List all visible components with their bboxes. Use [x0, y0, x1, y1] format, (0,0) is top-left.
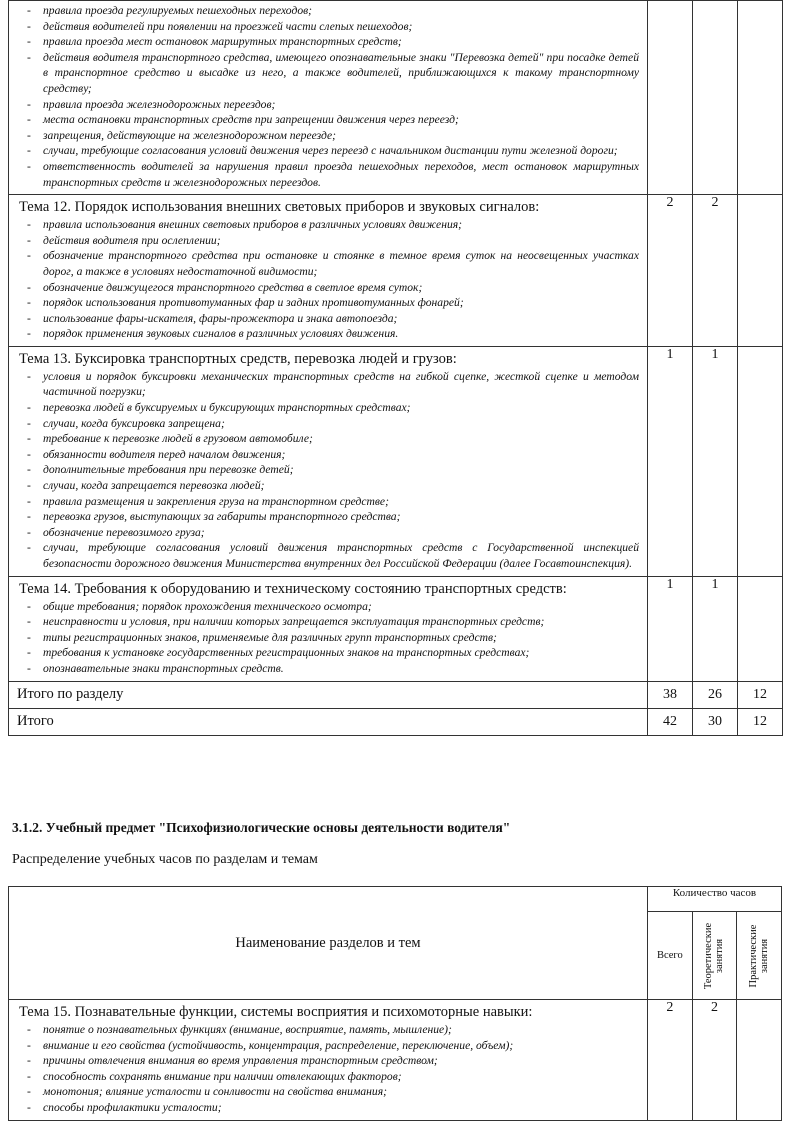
hours-practice: 12	[738, 708, 783, 735]
hours-theory: 26	[693, 681, 738, 708]
list-item: - обозначение перевозимого груза;	[17, 525, 639, 541]
list-item: - действия водителя транспортного средства, имеющего опознавательные знаки "Перевозка детей" при посадке детей в транспортное средство и высадке из него, а также водителей, приближающихся к такому транспортному средству;	[17, 50, 639, 97]
table-row	[9, 195, 783, 347]
list-item: - условия и порядок буксировки механических транспортных средств на гибкой сцепке, жесткой сцепке и методом частичной погрузки;	[17, 369, 639, 400]
list-item: - места остановки транспортных средств при запрещении движения через переезд;	[17, 112, 639, 128]
topic-items	[17, 3, 639, 190]
list-item: - действия водителя при ослеплении;	[17, 233, 639, 249]
topic-items	[17, 217, 639, 342]
list-item: - правила использования внешних световых приборов в различных условиях движения;	[17, 217, 639, 233]
hours-table-2	[8, 886, 782, 1121]
list-item: - причины отвлечения внимания во время управления транспортным средством;	[17, 1053, 639, 1069]
hours-total: 1	[648, 346, 693, 576]
list-item: - внимание и его свойства (устойчивость, концентрация, распределение, переключение, объем);	[17, 1038, 639, 1054]
list-item: - правила проезда железнодорожных переездов;	[17, 97, 639, 113]
topic-title: Тема 14. Требования к оборудованию и техническому состоянию транспортных средств:	[19, 580, 567, 597]
list-item: - действия водителей при появлении на проезжей части слепых пешеходов;	[17, 19, 639, 35]
topic-title: Тема 12. Порядок использования внешних световых приборов и звуковых сигналов:	[19, 199, 540, 216]
hours-theory: 1	[693, 576, 738, 681]
section-total-row	[9, 681, 783, 708]
hours-total: 1	[648, 576, 693, 681]
hours-practice	[738, 346, 783, 576]
header-name: Наименование разделов и тем	[9, 887, 648, 1000]
list-item: - обязанности водителя перед началом движения;	[17, 447, 639, 463]
list-item: - типы регистрационных знаков, применяемые для различных групп транспортных средств;	[17, 630, 639, 646]
topic-cell	[9, 1, 648, 195]
section-subheading: Распределение учебных часов по разделам и темам	[12, 852, 318, 867]
hours-table	[8, 0, 783, 736]
list-item: - способность сохранять внимание при наличии отвлекающих факторов;	[17, 1069, 639, 1085]
hours-total: 2	[648, 1000, 693, 1121]
table-row	[9, 1, 783, 195]
list-item: - понятие о познавательных функциях (внимание, восприятие, память, мышление);	[17, 1022, 639, 1038]
hours-theory: 1	[693, 346, 738, 576]
hours-practice	[738, 195, 783, 347]
header-quantity: Количество часов	[648, 887, 782, 912]
list-item: - правила проезда регулируемых пешеходных переходов;	[17, 3, 639, 19]
topic-items	[17, 1022, 639, 1116]
table-row	[9, 576, 783, 681]
list-item: - случаи, когда запрещается перевозка людей;	[17, 478, 639, 494]
hours-theory: 2	[692, 1000, 737, 1121]
list-item: - обозначение движущегося транспортного средства в светлое время суток;	[17, 280, 639, 296]
hours-theory: 30	[693, 708, 738, 735]
list-item: - общие требования; порядок прохождения технического осмотра;	[17, 599, 639, 615]
list-item: - опознавательные знаки транспортных средств.	[17, 661, 639, 677]
table-row	[9, 1000, 782, 1121]
hours-practice	[738, 576, 783, 681]
list-item: - способы профилактики усталости;	[17, 1100, 639, 1116]
header-theory: Теоретические занятия	[703, 922, 726, 989]
hours-total: 38	[648, 681, 693, 708]
topic-items	[17, 599, 639, 677]
hours-practice	[737, 1000, 782, 1121]
topic-items	[17, 369, 639, 572]
list-item: - правила размещения и закрепления груза на транспортном средстве;	[17, 494, 639, 510]
hours-theory: 2	[693, 195, 738, 347]
list-item: - случаи, требующие согласования условий движения транспортных средств с Государственной инспекцией безопасности дорожного движения Министерства внутренних дел Российской Федерации (далее Госавтоинспекция).	[17, 540, 639, 571]
list-item: - использование фары-искателя, фары-прожектора и знака автопоезда;	[17, 311, 639, 327]
hours-total: 42	[648, 708, 693, 735]
list-item: - обозначение транспортного средства при остановке и стоянке в темное время суток на неосвещенных участках дорог, а также в условиях недостаточной видимости;	[17, 248, 639, 279]
topic-title: Тема 15. Познавательные функции, системы восприятия и психомоторные навыки:	[19, 1004, 533, 1020]
list-item: - запрещения, действующие на железнодорожном переезде;	[17, 128, 639, 144]
hours-practice: 12	[738, 681, 783, 708]
section-total-label: Итого по разделу	[9, 681, 648, 708]
list-item: - правила проезда мест остановок маршрутных транспортных средств;	[17, 34, 639, 50]
list-item: - перевозка людей в буксируемых и буксирующих транспортных средствах;	[17, 400, 639, 416]
header-row	[9, 887, 782, 912]
hours-total: 2	[648, 195, 693, 347]
list-item: - случаи, требующие согласования условий движения через переезд с начальником дистанции пути железной дороги;	[17, 143, 639, 159]
list-item: - перевозка грузов, выступающих за габариты транспортного средства;	[17, 509, 639, 525]
section-heading: 3.1.2. Учебный предмет "Психофизиологические основы деятельности водителя"	[12, 820, 511, 835]
header-practice: Практические занятия	[748, 924, 771, 988]
list-item: - дополнительные требования при перевозке детей;	[17, 462, 639, 478]
list-item: - порядок применения звуковых сигналов в различных условиях движения.	[17, 326, 639, 342]
topic-title: Тема 13. Буксировка транспортных средств, перевозка людей и грузов:	[19, 350, 457, 367]
header-total: Всего	[648, 912, 693, 1000]
list-item: - случаи, когда буксировка запрещена;	[17, 416, 639, 432]
list-item: - требования к установке государственных регистрационных знаков на транспортных средствах;	[17, 645, 639, 661]
list-item: - порядок использования противотуманных фар и задних противотуманных фонарей;	[17, 295, 639, 311]
list-item: - неисправности и условия, при наличии которых запрещается эксплуатация транспортных средств;	[17, 614, 639, 630]
list-item: - монотония; влияние усталости и сонливости на свойства внимания;	[17, 1084, 639, 1100]
table-row	[9, 346, 783, 576]
grand-total-label: Итого	[9, 708, 648, 735]
list-item: - ответственность водителей за нарушения правил проезда пешеходных переходов, мест остановок маршрутных транспортных средств и железнодорожных переездов.	[17, 159, 639, 190]
grand-total-row	[9, 708, 783, 735]
list-item: - требование к перевозке людей в грузовом автомобиле;	[17, 431, 639, 447]
